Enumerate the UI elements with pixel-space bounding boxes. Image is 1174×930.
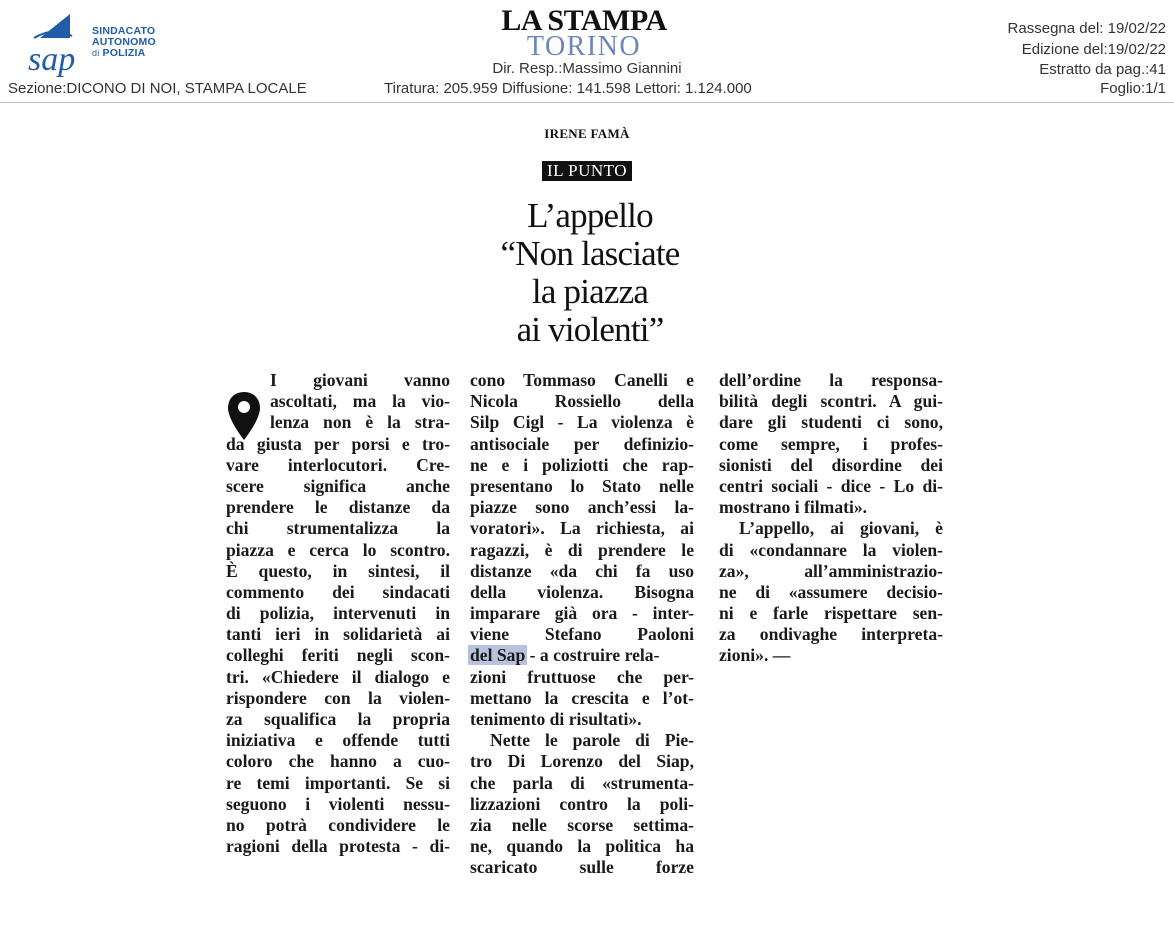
text-line: Silp Cigl - La violenza è [470,412,694,433]
text-line: tri. «Chiedere il dialogo e [226,666,450,687]
text-line [470,645,694,666]
sap-logo-text [92,26,156,59]
article-headline [440,197,740,349]
text-line: È questo, in sintesi, il [226,560,450,581]
press-header [0,0,1174,104]
text-line: ne, quando la politica ha [470,836,694,857]
text-line: che parla di «strumenta- [470,772,694,793]
svg-text:sap: sap [28,41,76,78]
header-divider [0,102,1174,103]
text-line: sionisti del disordine dei [719,454,943,475]
logo-line-1: SINDACATO [92,25,156,37]
circulation-stats: Tiratura: 205.959 Diffusione: 141.598 Lettori: 1.124.000 [384,80,752,97]
director-line: Dir. Resp.:Massimo Giannini [492,60,682,77]
headline-line: la piazza [531,272,649,311]
text-line: viene Stefano Paoloni [470,624,694,645]
text-line: tro Di Lorenzo del Siap, [470,751,694,772]
text-line: ne e i poliziotti che rap- [470,454,694,475]
text-fragment: - a costruire rela- [525,645,660,666]
text-line: coloro che hanno a cuo- [226,751,450,772]
text-line: no potrà condividere le [226,814,450,835]
sheet-number: Foglio:1/1 [1100,80,1166,97]
text-line: L’appello, ai giovani, è [739,518,943,539]
logo-line-2: AUTONOMO [92,36,156,48]
text-line: scaricato sulle forze [470,857,694,878]
text-line: I giovani vanno [270,370,450,390]
text-line: ascoltati, ma la vio- [270,391,450,412]
text-line: come sempre, i profes- [719,433,943,454]
text-line: bilità degli scontri. A gui- [719,391,943,412]
text-line: prendere le distanze da [226,497,450,518]
text-line: za squalifica la propria [226,709,450,729]
text-line: lizzazioni contro la poli- [470,793,694,814]
text-line: zia nelle scorse settima- [470,814,694,835]
text-line: voratori». La richiesta, ai [470,518,694,539]
text-line: Nicola Rossiello della [470,391,694,412]
text-line: imparare già ora - inter- [470,603,694,624]
text-line: piazza e cerca lo scontro. [226,539,450,560]
newspaper-name: LA STAMPA [501,4,667,37]
text-line: della violenza. Bisogna [470,581,694,602]
text-line: ni e farle rispettare sen- [719,603,943,624]
text-line: piazze sono anch’essi la- [470,497,694,518]
logo-line-3-prefix: di [92,48,100,58]
highlighted-text: del Sap [470,645,526,666]
text-line: tenimento di risultati». [470,709,642,729]
text-line: commento dei sindacati [226,581,450,602]
text-line: ragazzi, è di prendere le [470,539,694,560]
text-line: seguono i violenti nessu- [226,793,450,814]
text-line: mostrano i filmati». [719,497,868,518]
headline-line: ai violenti” [516,310,664,349]
text-line: dell’ordine la responsa- [719,370,943,390]
text-line: re temi importanti. Se si [226,772,450,793]
newspaper-edition-city: TORINO [526,31,642,62]
section-label: Sezione:DICONO DI NOI, STAMPA LOCALE [8,80,307,97]
text-line: za ondivaghe interpreta- [719,624,943,645]
text-line: rispondere con la violen- [226,687,450,708]
headline-line: “Non lasciate [500,234,680,273]
text-line: scere significa anche [226,475,450,496]
headline-line: L’appello [527,196,653,235]
article-author: IRENE FAMÀ [544,126,630,141]
text-line: da giusta per porsi e tro- [226,433,450,454]
text-line: di «condannare la violen- [719,539,943,560]
text-line: tanti ieri in solidarietà ai [226,624,450,645]
text-line: zioni». — [719,645,791,666]
rassegna-date: Rassegna del: 19/02/22 [1007,20,1166,37]
article-column-2 [470,370,694,879]
text-line: ne di «assumere decisio- [719,581,943,602]
text-line: zioni fruttuose che per- [470,666,694,687]
newspaper-masthead [474,6,694,60]
header-info-row [0,80,1174,102]
text-line: presentano lo Stato nelle [470,475,694,496]
text-line: colleghi feriti negli scon- [226,645,450,666]
text-line: iniziativa e offende tutti [226,730,450,751]
text-line: lenza non è la stra- [270,412,450,433]
extract-page: Estratto da pag.:41 [1039,61,1166,78]
edition-date: Edizione del:19/02/22 [1021,40,1166,58]
text-line: antisociale per definizio- [470,433,694,454]
text-line: Nette le parole di Pie- [490,730,694,751]
text-line: chi strumentalizza la [226,518,450,539]
text-line: centri sociali - dice - Lo di- [719,475,943,496]
text-line: dare gli studenti ci sono, [719,412,943,433]
logo-line-3: POLIZIA [102,47,146,59]
press-review-meta [1008,19,1166,81]
text-line: za», all’amministrazio- [719,560,943,581]
article-kicker: IL PUNTO [542,161,632,181]
text-line: distanze «da chi fa uso [470,560,694,581]
text-line: cono Tommaso Canelli e [470,370,694,390]
article-column-3 [719,370,943,667]
article-column-1 [226,370,450,857]
text-line: ragioni della protesta - di- [226,836,450,857]
text-line: mettano la crescita e l’ot- [470,687,694,708]
text-line: di polizia, intervenuti in [226,603,450,624]
text-line: vare interlocutori. Cre- [226,454,450,475]
